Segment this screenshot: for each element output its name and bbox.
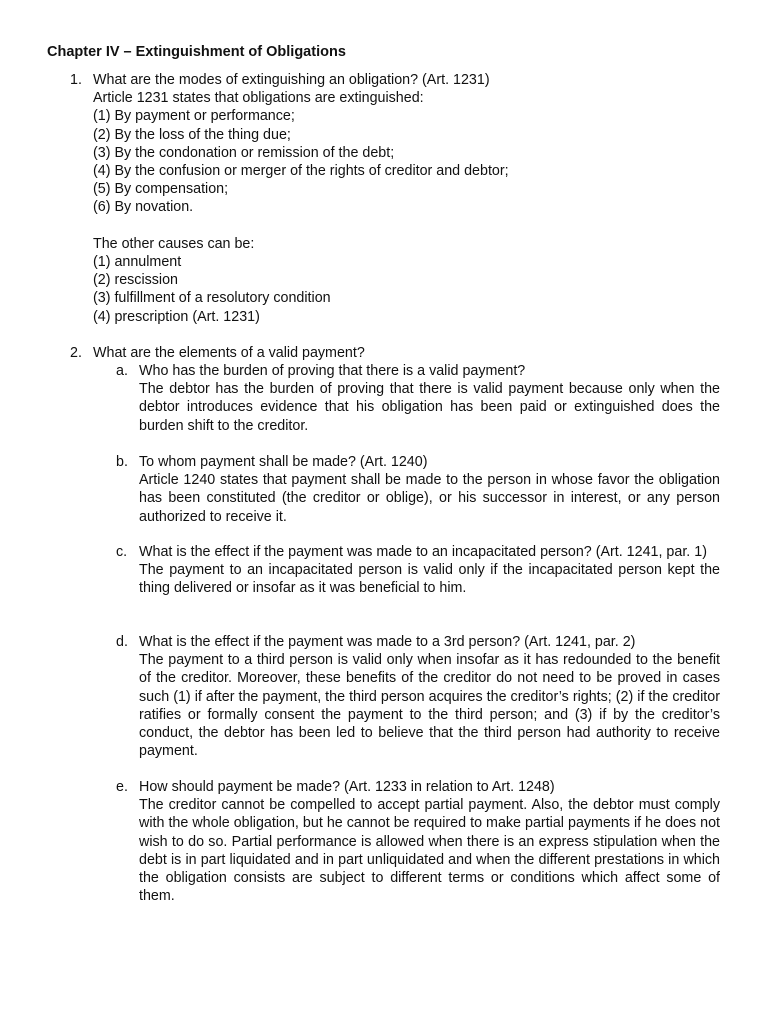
sub-question-content [139,362,720,435]
sub-question-answer: The payment to a third person is valid only when insofar as it has redounded to the benefit of the creditor. Moreover, these benefits of the creditor do not need to be proved in cases such (1) if after the payment, the third person acquires the creditor’s rights; (2) if the creditor ratifies or formally consent the payment to the third person; and (3) if by the creditor’s conduct, the debtor has been led to believe that the third person had authority to receive payment. [139,652,720,760]
other-cause-item: (3) fulfillment of a resolutory condition [93,290,331,307]
sub-question-answer: Article 1240 states that payment shall be made to the person in whose favor the obligation has been constituted (the creditor or oblige), or his successor in interest, or any person authorized to receive it. [139,472,720,525]
mode-item: (3) By the condonation or remission of the debt; [93,144,395,161]
question-1-number: 1. [70,72,82,88]
sub-question-content [139,453,720,526]
chapter-heading: Chapter IV – Extinguishment of Obligations [47,44,346,60]
mode-item: (4) By the confusion or merger of the rights of creditor and debtor; [93,163,509,180]
sub-question-letter: c. [116,544,128,560]
other-cause-item: (1) annulment [93,254,182,271]
mode-item: (5) By compensation; [93,181,229,198]
mode-item: (2) By the loss of the thing due; [93,126,291,143]
sub-question-text: To whom payment shall be made? (Art. 1240) [139,454,428,470]
sub-question-content [139,633,720,760]
sub-question-answer: The debtor has the burden of proving that there is valid payment because only when the debtor introduces evidence that his obligation has been paid or extinguished does the burden shift to the creditor. [139,381,720,434]
sub-question-text: What is the effect if the payment was made to an incapacitated person? (Art. 1241, par. 1) [139,544,707,560]
sub-question-answer: The payment to an incapacitated person is valid only if the incapacitated person kept the thing delivered or insofar as it was beneficial to him. [139,562,720,597]
other-causes-intro: The other causes can be: [93,235,255,252]
sub-question-letter: e. [116,779,128,795]
mode-item: (6) By novation. [93,199,194,216]
sub-question-content [139,778,720,905]
sub-question-text: What is the effect if the payment was made to a 3rd person? (Art. 1241, par. 2) [139,634,636,650]
sub-question-letter: a. [116,363,128,379]
sub-question-text: Who has the burden of proving that there is a valid payment? [139,363,526,379]
question-2-number: 2. [70,345,82,361]
sub-question-answer: The creditor cannot be compelled to accept partial payment. Also, the debtor must comply with the whole obligation, but he cannot be required to make partial payments if he does not wish to do so. Partial performance is allowed when there is an express stipulation when the debt is in part liquidated and in part unliquidated and when the different prestations in which the obligation consists are subject to different terms or conditions which affect some of them. [139,797,720,905]
mode-item: (1) By payment or performance; [93,108,295,125]
question-2-text: What are the elements of a valid payment? [93,345,365,361]
question-1-body [93,71,733,326]
other-cause-item: (4) prescription (Art. 1231) [93,308,260,325]
sub-question-text: How should payment be made? (Art. 1233 in relation to Art. 1248) [139,779,555,795]
sub-question-content [139,543,720,598]
other-cause-item: (2) rescission [93,272,179,289]
sub-question-letter: d. [116,634,128,650]
sub-question-letter: b. [116,454,128,470]
question-1-intro: Article 1231 states that obligations are extinguished: [93,90,424,107]
question-1-text: What are the modes of extinguishing an obligation? (Art. 1231) [93,72,490,88]
